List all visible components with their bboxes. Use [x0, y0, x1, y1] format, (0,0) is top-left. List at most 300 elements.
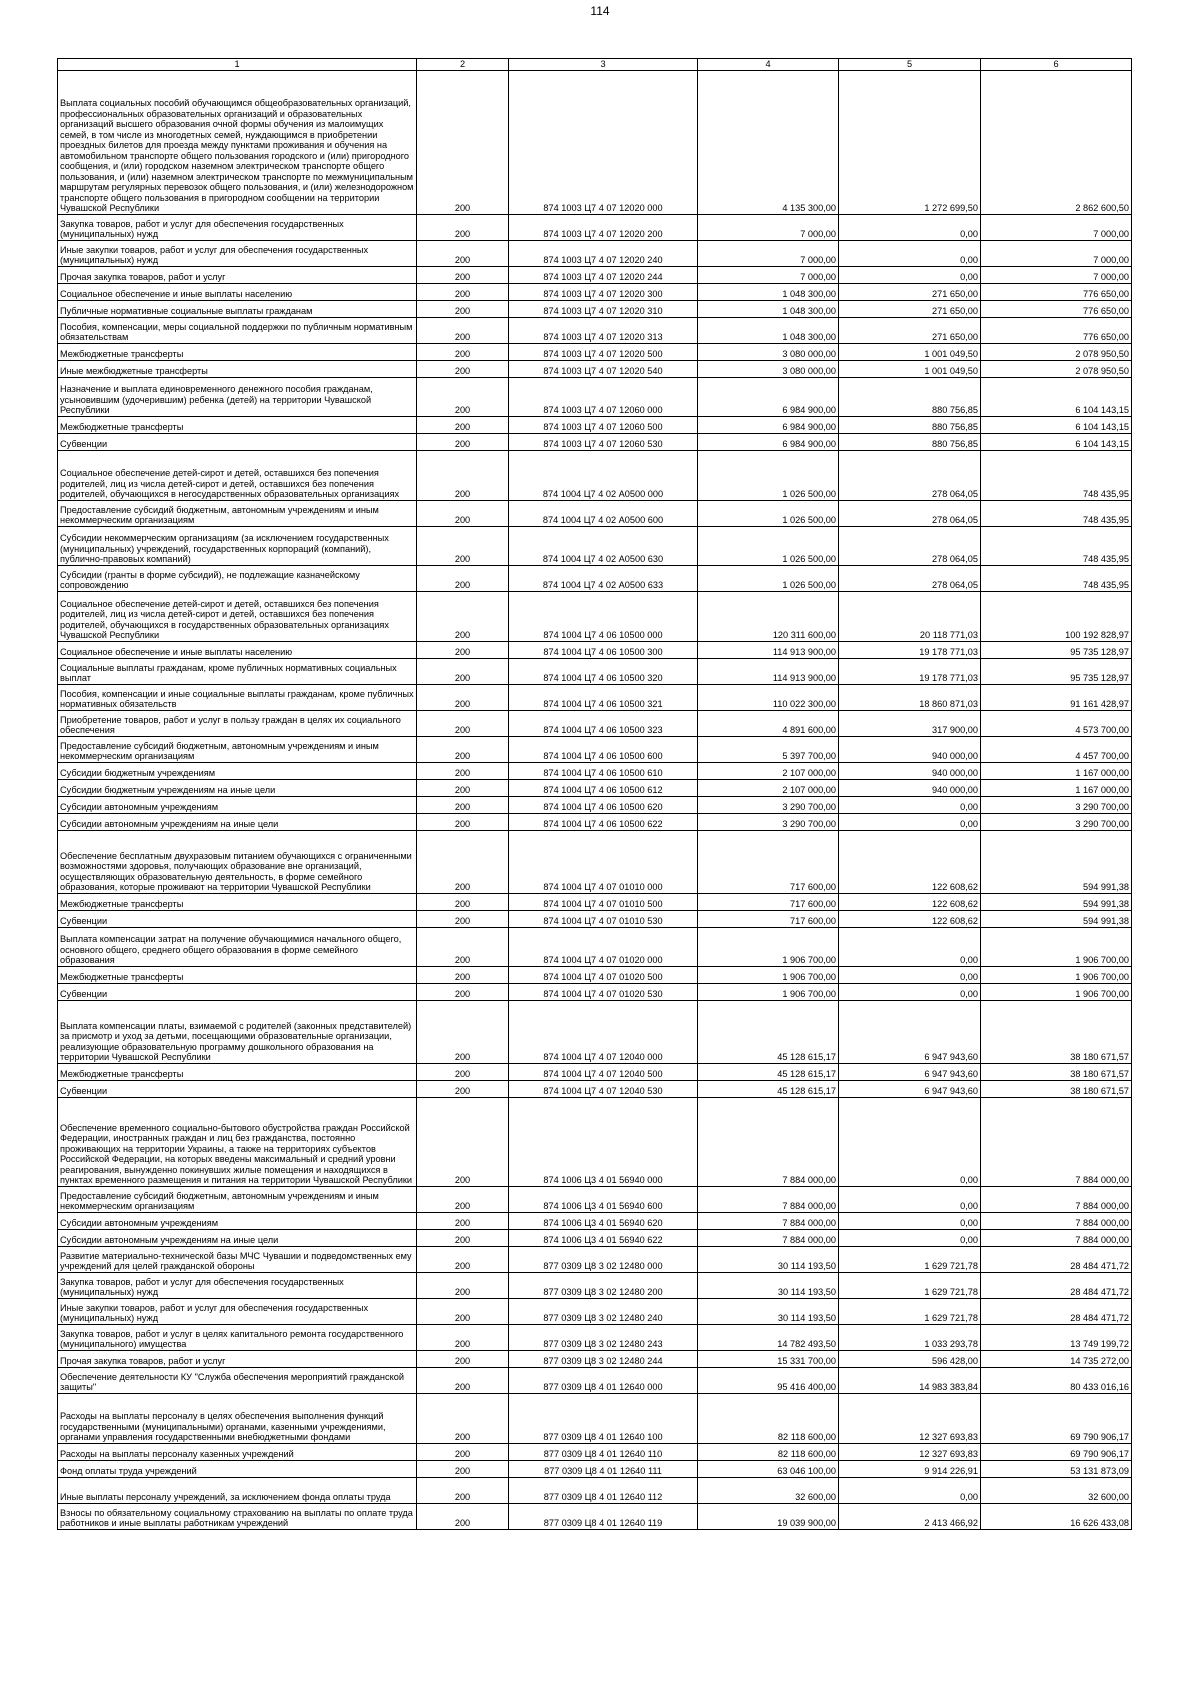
budget-code: 200 — [417, 1460, 509, 1477]
classification-code: 874 1003 Ц7 4 07 12020 200 — [509, 214, 698, 240]
budget-code: 200 — [417, 450, 509, 500]
remaining-amount: 1 906 700,00 — [981, 927, 1132, 966]
executed-amount: 940 000,00 — [839, 779, 981, 796]
item-name: Закупка товаров, работ и услуг в целях капитального ремонта государственного (муниципального) имущества — [58, 1324, 417, 1350]
table-row — [58, 377, 1132, 416]
approved-amount: 30 114 193,50 — [698, 1298, 839, 1324]
item-name: Субвенции — [58, 433, 417, 450]
executed-amount: 0,00 — [839, 813, 981, 830]
classification-code: 877 0309 Ц8 4 01 12640 000 — [509, 1367, 698, 1393]
header-row — [58, 59, 1132, 71]
remaining-amount: 32 600,00 — [981, 1477, 1132, 1503]
classification-code: 874 1004 Ц7 4 06 10500 600 — [509, 736, 698, 762]
classification-code: 874 1004 Ц7 4 06 10500 323 — [509, 710, 698, 736]
item-name: Обеспечение временного социально-бытового обустройства граждан Российской Федерации, иностранных граждан и лиц без гражданства, постоянно проживающих на территории Украины, а также на территориях субъектов Российской Федерации, на которых введены максимальный и средний уровни реагирования, вынужденно покинувших жилые помещения и находящихся в пунктах временного размещения и питания на территории Чувашской Республики — [58, 1097, 417, 1186]
approved-amount: 30 114 193,50 — [698, 1272, 839, 1298]
classification-code: 874 1006 Ц3 4 01 56940 622 — [509, 1229, 698, 1246]
item-name: Закупка товаров, работ и услуг для обеспечения государственных (муниципальных) нужд — [58, 214, 417, 240]
executed-amount: 12 327 693,83 — [839, 1443, 981, 1460]
table-row — [58, 283, 1132, 300]
table-row — [58, 1246, 1132, 1272]
executed-amount: 1 629 721,78 — [839, 1246, 981, 1272]
table-row — [58, 966, 1132, 983]
remaining-amount: 53 131 873,09 — [981, 1460, 1132, 1477]
executed-amount: 278 064,05 — [839, 526, 981, 565]
item-name: Расходы на выплаты персоналу в целях обеспечения выполнения функций государственными (муниципальными) органами, казенными учреждениями, органами управления государственными внебюджетными фондами — [58, 1393, 417, 1443]
approved-amount: 3 080 000,00 — [698, 343, 839, 360]
budget-code: 200 — [417, 214, 509, 240]
item-name: Прочая закупка товаров, работ и услуг — [58, 1350, 417, 1367]
classification-code: 874 1004 Ц7 4 02 А0500 633 — [509, 565, 698, 591]
approved-amount: 1 026 500,00 — [698, 565, 839, 591]
item-name: Закупка товаров, работ и услуг для обеспечения государственных (муниципальных) нужд — [58, 1272, 417, 1298]
approved-amount: 7 884 000,00 — [698, 1186, 839, 1212]
budget-code: 200 — [417, 591, 509, 641]
classification-code: 874 1004 Ц7 4 06 10500 320 — [509, 658, 698, 684]
executed-amount: 880 756,85 — [839, 416, 981, 433]
remaining-amount: 91 161 428,97 — [981, 684, 1132, 710]
table-row — [58, 736, 1132, 762]
executed-amount: 6 947 943,60 — [839, 1000, 981, 1063]
executed-amount: 880 756,85 — [839, 377, 981, 416]
item-name: Субсидии автономным учреждениям на иные цели — [58, 813, 417, 830]
item-name: Расходы на выплаты персоналу казенных учреждений — [58, 1443, 417, 1460]
classification-code: 874 1004 Ц7 4 07 01020 500 — [509, 966, 698, 983]
approved-amount: 3 290 700,00 — [698, 796, 839, 813]
table-row — [58, 450, 1132, 500]
approved-amount: 1 026 500,00 — [698, 526, 839, 565]
approved-amount: 6 984 900,00 — [698, 433, 839, 450]
item-name: Прочая закупка товаров, работ и услуг — [58, 266, 417, 283]
item-name: Субсидии автономным учреждениям на иные цели — [58, 1229, 417, 1246]
classification-code: 874 1006 Ц3 4 01 56940 620 — [509, 1212, 698, 1229]
item-name: Обеспечение деятельности КУ "Служба обеспечения мероприятий гражданской защиты" — [58, 1367, 417, 1393]
budget-code: 200 — [417, 377, 509, 416]
approved-amount: 19 039 900,00 — [698, 1503, 839, 1529]
executed-amount: 0,00 — [839, 214, 981, 240]
executed-amount: 1 033 293,78 — [839, 1324, 981, 1350]
approved-amount: 3 080 000,00 — [698, 360, 839, 377]
table-row — [58, 565, 1132, 591]
remaining-amount: 7 000,00 — [981, 214, 1132, 240]
table-row — [58, 500, 1132, 526]
column-header-2: 2 — [417, 59, 509, 71]
approved-amount: 717 600,00 — [698, 910, 839, 927]
budget-code: 200 — [417, 710, 509, 736]
remaining-amount: 7 000,00 — [981, 240, 1132, 266]
budget-code: 200 — [417, 1186, 509, 1212]
page-number: 114 — [590, 4, 610, 18]
executed-amount: 0,00 — [839, 266, 981, 283]
table-row — [58, 266, 1132, 283]
budget-code: 200 — [417, 1272, 509, 1298]
classification-code: 877 0309 Ц8 3 02 12480 244 — [509, 1350, 698, 1367]
table-row — [58, 1477, 1132, 1503]
remaining-amount: 1 906 700,00 — [981, 966, 1132, 983]
executed-amount: 2 413 466,92 — [839, 1503, 981, 1529]
remaining-amount: 7 000,00 — [981, 266, 1132, 283]
budget-code: 200 — [417, 658, 509, 684]
budget-code: 200 — [417, 1324, 509, 1350]
executed-amount: 9 914 226,91 — [839, 1460, 981, 1477]
approved-amount: 5 397 700,00 — [698, 736, 839, 762]
budget-code: 200 — [417, 641, 509, 658]
remaining-amount: 100 192 828,97 — [981, 591, 1132, 641]
classification-code: 874 1004 Ц7 4 02 А0500 000 — [509, 450, 698, 500]
executed-amount: 278 064,05 — [839, 450, 981, 500]
table-row — [58, 300, 1132, 317]
table-row — [58, 1000, 1132, 1063]
budget-code: 200 — [417, 526, 509, 565]
executed-amount: 317 900,00 — [839, 710, 981, 736]
column-header-1: 1 — [58, 59, 417, 71]
classification-code: 877 0309 Ц8 4 01 12640 119 — [509, 1503, 698, 1529]
budget-code: 200 — [417, 830, 509, 893]
approved-amount: 14 782 493,50 — [698, 1324, 839, 1350]
classification-code: 874 1003 Ц7 4 07 12020 240 — [509, 240, 698, 266]
remaining-amount: 16 626 433,08 — [981, 1503, 1132, 1529]
remaining-amount: 4 573 700,00 — [981, 710, 1132, 736]
item-name: Пособия, компенсации, меры социальной поддержки по публичным нормативным обязательствам — [58, 317, 417, 343]
item-name: Субвенции — [58, 983, 417, 1000]
budget-code: 200 — [417, 300, 509, 317]
approved-amount: 95 416 400,00 — [698, 1367, 839, 1393]
remaining-amount: 748 435,95 — [981, 500, 1132, 526]
classification-code: 874 1004 Ц7 4 07 12040 500 — [509, 1063, 698, 1080]
classification-code: 877 0309 Ц8 3 02 12480 243 — [509, 1324, 698, 1350]
approved-amount: 717 600,00 — [698, 893, 839, 910]
table-row — [58, 526, 1132, 565]
classification-code: 877 0309 Ц8 4 01 12640 112 — [509, 1477, 698, 1503]
table-row — [58, 813, 1132, 830]
table-row — [58, 1350, 1132, 1367]
remaining-amount: 748 435,95 — [981, 450, 1132, 500]
budget-code: 200 — [417, 1212, 509, 1229]
executed-amount: 940 000,00 — [839, 736, 981, 762]
remaining-amount: 776 650,00 — [981, 317, 1132, 343]
remaining-amount: 80 433 016,16 — [981, 1367, 1132, 1393]
budget-code: 200 — [417, 1350, 509, 1367]
item-name: Субвенции — [58, 910, 417, 927]
item-name: Социальное обеспечение и иные выплаты населению — [58, 641, 417, 658]
classification-code: 877 0309 Ц8 3 02 12480 200 — [509, 1272, 698, 1298]
approved-amount: 45 128 615,17 — [698, 1000, 839, 1063]
remaining-amount: 38 180 671,57 — [981, 1000, 1132, 1063]
table-row — [58, 1324, 1132, 1350]
classification-code: 874 1004 Ц7 4 02 А0500 630 — [509, 526, 698, 565]
item-name: Субвенции — [58, 1080, 417, 1097]
budget-code: 200 — [417, 927, 509, 966]
column-header-5: 5 — [839, 59, 981, 71]
approved-amount: 3 290 700,00 — [698, 813, 839, 830]
approved-amount: 1 026 500,00 — [698, 500, 839, 526]
item-name: Обеспечение бесплатным двухразовым питанием обучающихся с ограниченными возможностями здоровья, получающих образование вне организаций, осуществляющих образовательную деятельность, в форме семейного образования, которые проживают на территории Чувашской Республики — [58, 830, 417, 893]
item-name: Предоставление субсидий бюджетным, автономным учреждениям и иным некоммерческим организациям — [58, 736, 417, 762]
item-name: Межбюджетные трансферты — [58, 416, 417, 433]
approved-amount: 110 022 300,00 — [698, 684, 839, 710]
classification-code: 877 0309 Ц8 4 01 12640 111 — [509, 1460, 698, 1477]
classification-code: 877 0309 Ц8 3 02 12480 000 — [509, 1246, 698, 1272]
budget-code: 200 — [417, 813, 509, 830]
remaining-amount: 95 735 128,97 — [981, 658, 1132, 684]
table-row — [58, 416, 1132, 433]
table-row — [58, 1212, 1132, 1229]
table-row — [58, 1080, 1132, 1097]
approved-amount: 717 600,00 — [698, 830, 839, 893]
remaining-amount: 3 290 700,00 — [981, 813, 1132, 830]
budget-code: 200 — [417, 1229, 509, 1246]
approved-amount: 2 107 000,00 — [698, 762, 839, 779]
table-row — [58, 1186, 1132, 1212]
classification-code: 874 1006 Ц3 4 01 56940 600 — [509, 1186, 698, 1212]
item-name: Выплата социальных пособий обучающимся общеобразовательных организаций, профессиональных образовательных организаций и образовательных организаций высшего образования очной формы обучения из малоимущих семей, в том числе из многодетных семей, нуждающимся в приобретении проездных билетов для проезда между пунктами проживания и обучения на автомобильном транспорте общего пользования городского и (или) пригородного сообщения, и (или) городском наземном электрическом транспорте общего пользования, и (или) наземном электрическом транспорте по межмуниципальным маршрутам регулярных перевозок общего пользования, и (или) железнодорожном транспорте общего пользования в пригородном сообщении на территории Чувашской Республики — [58, 70, 417, 214]
item-name: Межбюджетные трансферты — [58, 1063, 417, 1080]
table-row — [58, 796, 1132, 813]
classification-code: 874 1004 Ц7 4 02 А0500 600 — [509, 500, 698, 526]
item-name: Иные межбюджетные трансферты — [58, 360, 417, 377]
remaining-amount: 6 104 143,15 — [981, 377, 1132, 416]
table-row — [58, 1097, 1132, 1186]
remaining-amount: 1 906 700,00 — [981, 983, 1132, 1000]
classification-code: 874 1004 Ц7 4 07 01010 530 — [509, 910, 698, 927]
remaining-amount: 38 180 671,57 — [981, 1063, 1132, 1080]
budget-code: 200 — [417, 317, 509, 343]
budget-code: 200 — [417, 983, 509, 1000]
budget-code: 200 — [417, 283, 509, 300]
classification-code: 874 1004 Ц7 4 07 01010 000 — [509, 830, 698, 893]
remaining-amount: 28 484 471,72 — [981, 1272, 1132, 1298]
classification-code: 874 1004 Ц7 4 06 10500 000 — [509, 591, 698, 641]
approved-amount: 1 026 500,00 — [698, 450, 839, 500]
remaining-amount: 748 435,95 — [981, 526, 1132, 565]
approved-amount: 7 000,00 — [698, 240, 839, 266]
executed-amount: 0,00 — [839, 1186, 981, 1212]
table-row — [58, 433, 1132, 450]
classification-code: 874 1003 Ц7 4 07 12060 500 — [509, 416, 698, 433]
budget-code: 200 — [417, 762, 509, 779]
table-row — [58, 641, 1132, 658]
item-name: Взносы по обязательному социальному страхованию на выплаты по оплате труда работников и иные выплаты работникам учреждений — [58, 1503, 417, 1529]
item-name: Межбюджетные трансферты — [58, 893, 417, 910]
executed-amount: 1 629 721,78 — [839, 1298, 981, 1324]
item-name: Субсидии автономным учреждениям — [58, 1212, 417, 1229]
item-name: Назначение и выплата единовременного денежного пособия гражданам, усыновившим (удочерившим) ребенка (детей) на территории Чувашской Республики — [58, 377, 417, 416]
budget-code: 200 — [417, 1443, 509, 1460]
item-name: Социальное обеспечение детей-сирот и детей, оставшихся без попечения родителей, лиц из числа детей-сирот и детей, оставшихся без попечения родителей, обучающихся в негосударственных образовательных организациях — [58, 450, 417, 500]
remaining-amount: 13 749 199,72 — [981, 1324, 1132, 1350]
budget-code: 200 — [417, 1393, 509, 1443]
classification-code: 874 1004 Ц7 4 07 01010 500 — [509, 893, 698, 910]
item-name: Субсидии (гранты в форме субсидий), не подлежащие казначейскому сопровождению — [58, 565, 417, 591]
approved-amount: 114 913 900,00 — [698, 641, 839, 658]
approved-amount: 1 048 300,00 — [698, 300, 839, 317]
executed-amount: 1 001 049,50 — [839, 360, 981, 377]
remaining-amount: 594 991,38 — [981, 830, 1132, 893]
budget-code: 200 — [417, 966, 509, 983]
approved-amount: 2 107 000,00 — [698, 779, 839, 796]
table-row — [58, 317, 1132, 343]
classification-code: 874 1004 Ц7 4 06 10500 321 — [509, 684, 698, 710]
executed-amount: 6 947 943,60 — [839, 1063, 981, 1080]
table-row — [58, 1393, 1132, 1443]
budget-code: 200 — [417, 565, 509, 591]
item-name: Приобретение товаров, работ и услуг в пользу граждан в целях их социального обеспечения — [58, 710, 417, 736]
approved-amount: 15 331 700,00 — [698, 1350, 839, 1367]
table-row — [58, 893, 1132, 910]
approved-amount: 7 000,00 — [698, 266, 839, 283]
executed-amount: 278 064,05 — [839, 500, 981, 526]
classification-code: 874 1003 Ц7 4 07 12060 000 — [509, 377, 698, 416]
approved-amount: 7 884 000,00 — [698, 1212, 839, 1229]
table-row — [58, 779, 1132, 796]
remaining-amount: 28 484 471,72 — [981, 1298, 1132, 1324]
budget-code: 200 — [417, 1063, 509, 1080]
table-row — [58, 1298, 1132, 1324]
approved-amount: 30 114 193,50 — [698, 1246, 839, 1272]
approved-amount: 32 600,00 — [698, 1477, 839, 1503]
table-row — [58, 591, 1132, 641]
remaining-amount: 6 104 143,15 — [981, 433, 1132, 450]
executed-amount: 940 000,00 — [839, 762, 981, 779]
table-row — [58, 1460, 1132, 1477]
budget-code: 200 — [417, 360, 509, 377]
executed-amount: 12 327 693,83 — [839, 1393, 981, 1443]
executed-amount: 0,00 — [839, 240, 981, 266]
classification-code: 874 1004 Ц7 4 06 10500 610 — [509, 762, 698, 779]
remaining-amount: 7 884 000,00 — [981, 1097, 1132, 1186]
item-name: Предоставление субсидий бюджетным, автономным учреждениям и иным некоммерческим организациям — [58, 500, 417, 526]
table-row — [58, 1229, 1132, 1246]
budget-code: 200 — [417, 1097, 509, 1186]
table-row — [58, 1503, 1132, 1529]
approved-amount: 7 884 000,00 — [698, 1097, 839, 1186]
classification-code: 874 1003 Ц7 4 07 12020 540 — [509, 360, 698, 377]
budget-code: 200 — [417, 1298, 509, 1324]
executed-amount: 19 178 771,03 — [839, 658, 981, 684]
budget-code: 200 — [417, 70, 509, 214]
budget-code: 200 — [417, 893, 509, 910]
table-row — [58, 343, 1132, 360]
approved-amount: 63 046 100,00 — [698, 1460, 839, 1477]
approved-amount: 82 118 600,00 — [698, 1443, 839, 1460]
table-row — [58, 927, 1132, 966]
approved-amount: 45 128 615,17 — [698, 1063, 839, 1080]
item-name: Публичные нормативные социальные выплаты гражданам — [58, 300, 417, 317]
approved-amount: 4 891 600,00 — [698, 710, 839, 736]
classification-code: 874 1003 Ц7 4 07 12020 310 — [509, 300, 698, 317]
budget-code: 200 — [417, 240, 509, 266]
item-name: Иные выплаты персоналу учреждений, за исключением фонда оплаты труда — [58, 1477, 417, 1503]
item-name: Выплата компенсации затрат на получение обучающимися начального общего, основного общего, среднего общего образования в форме семейного образования — [58, 927, 417, 966]
item-name: Межбюджетные трансферты — [58, 966, 417, 983]
approved-amount: 6 984 900,00 — [698, 377, 839, 416]
classification-code: 874 1003 Ц7 4 07 12060 530 — [509, 433, 698, 450]
classification-code: 874 1003 Ц7 4 07 12020 300 — [509, 283, 698, 300]
remaining-amount: 776 650,00 — [981, 300, 1132, 317]
remaining-amount: 2 078 950,50 — [981, 360, 1132, 377]
remaining-amount: 2 862 600,50 — [981, 70, 1132, 214]
classification-code: 874 1006 Ц3 4 01 56940 000 — [509, 1097, 698, 1186]
item-name: Пособия, компенсации и иные социальные выплаты гражданам, кроме публичных нормативных обязательств — [58, 684, 417, 710]
classification-code: 874 1004 Ц7 4 07 12040 530 — [509, 1080, 698, 1097]
approved-amount: 114 913 900,00 — [698, 658, 839, 684]
remaining-amount: 3 290 700,00 — [981, 796, 1132, 813]
remaining-amount: 4 457 700,00 — [981, 736, 1132, 762]
table-row — [58, 1272, 1132, 1298]
approved-amount: 120 311 600,00 — [698, 591, 839, 641]
executed-amount: 0,00 — [839, 1477, 981, 1503]
classification-code: 874 1003 Ц7 4 07 12020 244 — [509, 266, 698, 283]
classification-code: 877 0309 Ц8 4 01 12640 100 — [509, 1393, 698, 1443]
executed-amount: 122 608,62 — [839, 830, 981, 893]
item-name: Социальное обеспечение детей-сирот и детей, оставшихся без попечения родителей, лиц из числа детей-сирот и детей, оставшихся без попечения родителей, обучающихся в государственных образовательных организациях Чувашской Республики — [58, 591, 417, 641]
remaining-amount: 1 167 000,00 — [981, 762, 1132, 779]
item-name: Социальное обеспечение и иные выплаты населению — [58, 283, 417, 300]
budget-code: 200 — [417, 1477, 509, 1503]
table-row — [58, 658, 1132, 684]
classification-code: 874 1004 Ц7 4 06 10500 622 — [509, 813, 698, 830]
table-row — [58, 240, 1132, 266]
classification-code: 874 1004 Ц7 4 06 10500 300 — [509, 641, 698, 658]
table-row — [58, 1063, 1132, 1080]
remaining-amount: 7 884 000,00 — [981, 1186, 1132, 1212]
approved-amount: 4 135 300,00 — [698, 70, 839, 214]
item-name: Иные закупки товаров, работ и услуг для обеспечения государственных (муниципальных) нужд — [58, 1298, 417, 1324]
column-header-6: 6 — [981, 59, 1132, 71]
executed-amount: 1 001 049,50 — [839, 343, 981, 360]
executed-amount: 0,00 — [839, 1229, 981, 1246]
table-row — [58, 214, 1132, 240]
budget-code: 200 — [417, 779, 509, 796]
remaining-amount: 28 484 471,72 — [981, 1246, 1132, 1272]
budget-code: 200 — [417, 736, 509, 762]
table-row — [58, 830, 1132, 893]
executed-amount: 271 650,00 — [839, 300, 981, 317]
remaining-amount: 95 735 128,97 — [981, 641, 1132, 658]
budget-code: 200 — [417, 1246, 509, 1272]
executed-amount: 0,00 — [839, 1212, 981, 1229]
budget-code: 200 — [417, 1367, 509, 1393]
item-name: Выплата компенсации платы, взимаемой с родителей (законных представителей) за присмотр и уход за детьми, посещающими образовательные организации, реализующие образовательную программу дошкольного образования на территории Чувашской Республики — [58, 1000, 417, 1063]
classification-code: 877 0309 Ц8 3 02 12480 240 — [509, 1298, 698, 1324]
item-name: Предоставление субсидий бюджетным, автономным учреждениям и иным некоммерческим организациям — [58, 1186, 417, 1212]
classification-code: 874 1004 Ц7 4 07 12040 000 — [509, 1000, 698, 1063]
item-name: Субсидии бюджетным учреждениям на иные цели — [58, 779, 417, 796]
executed-amount: 0,00 — [839, 796, 981, 813]
executed-amount: 271 650,00 — [839, 317, 981, 343]
table-row — [58, 762, 1132, 779]
table-row — [58, 710, 1132, 736]
classification-code: 874 1003 Ц7 4 07 12020 313 — [509, 317, 698, 343]
budget-code: 200 — [417, 1080, 509, 1097]
executed-amount: 271 650,00 — [839, 283, 981, 300]
table-row — [58, 1367, 1132, 1393]
remaining-amount: 7 884 000,00 — [981, 1212, 1132, 1229]
remaining-amount: 1 167 000,00 — [981, 779, 1132, 796]
executed-amount: 0,00 — [839, 1097, 981, 1186]
executed-amount: 880 756,85 — [839, 433, 981, 450]
table-body — [58, 70, 1132, 1529]
approved-amount: 45 128 615,17 — [698, 1080, 839, 1097]
budget-code: 200 — [417, 1000, 509, 1063]
table-row — [58, 910, 1132, 927]
budget-code: 200 — [417, 433, 509, 450]
table-row — [58, 1443, 1132, 1460]
item-name: Субсидии бюджетным учреждениям — [58, 762, 417, 779]
classification-code: 874 1003 Ц7 4 07 12020 000 — [509, 70, 698, 214]
budget-code: 200 — [417, 796, 509, 813]
remaining-amount: 748 435,95 — [981, 565, 1132, 591]
